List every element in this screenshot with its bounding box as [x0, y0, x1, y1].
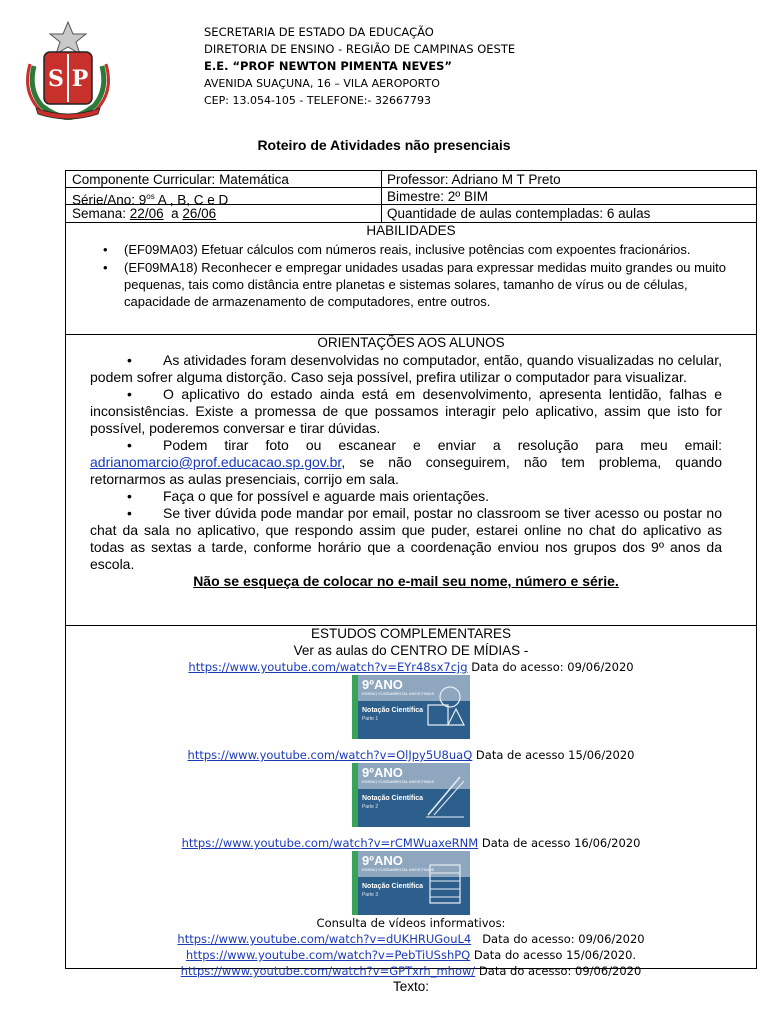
- seal-letter-p: P: [71, 66, 89, 92]
- video-link[interactable]: https://www.youtube.com/watch?v=EYr48sx7cjg: [188, 660, 468, 674]
- activities-table: [65, 170, 757, 994]
- thumb-title: Notação Científica: [362, 883, 424, 890]
- thumb-subtitle: ENSINO FUNDAMENTAL ANOS FINAIS: [362, 779, 435, 784]
- orientacao-item: [90, 437, 722, 488]
- habilidade-text: (EF09MA18) Reconhecer e empregar unidades usadas para expressar medidas muito grandes ou muito pequenas, tais como distância entre planetas e sistemas solares, tamanho de vírus ou de células, capacidade de armazenamento de computadores, entre outros.: [124, 260, 726, 309]
- video-link[interactable]: https://www.youtube.com/watch?v=OlJpy5U8uaQ: [187, 748, 473, 762]
- document-header: [0, 0, 768, 125]
- orientacao-text: Faça o que for possível e aguarde mais orientações.: [163, 488, 490, 504]
- info-video-link[interactable]: https://www.youtube.com/watch?v=PebTiUSshPQ: [185, 948, 471, 962]
- geometry-shapes-icon: [420, 683, 466, 733]
- thumb-title: Notação Científica: [362, 795, 424, 802]
- info-link-row: [66, 963, 756, 979]
- video-link-row: [66, 835, 756, 851]
- access-date: Data do acesso: 09/06/2020: [467, 660, 634, 674]
- document-title: Roteiro de Atividades não presenciais: [257, 137, 511, 153]
- thumb-subtitle: ENSINO FUNDAMENTAL ANOS FINAIS: [362, 867, 435, 872]
- professor: Professor: Adriano M T Preto: [387, 172, 561, 187]
- orientacao-item: [90, 505, 722, 573]
- semana-prefix: Semana:: [72, 206, 130, 221]
- thumb-part: Parte 1: [362, 716, 379, 722]
- bimestre: Bimestre: 2º BIM: [387, 189, 488, 204]
- quantidade-aulas: Quantidade de aulas contempladas: 6 aulas: [387, 206, 651, 221]
- info-video-link[interactable]: https://www.youtube.com/watch?v=GPTxrh_mhow/: [180, 964, 476, 978]
- header-secretaria: SECRETARIA DE ESTADO DA EDUCAÇÃO: [204, 25, 434, 39]
- header-school-name: E.E. “PROF NEWTON PIMENTA NEVES”: [204, 59, 452, 73]
- componente-curricular: Componente Curricular: Matemática: [72, 172, 289, 187]
- orientacoes-list: [90, 352, 722, 590]
- info-video-link[interactable]: https://www.youtube.com/watch?v=dUKHRUGouL4: [177, 932, 472, 946]
- orientacao-text: As atividades foram desenvolvidas no computador, então, quando visualizadas no celular, podem sofrer alguma distorção. Caso seja possível, prefira utilizar o computador para visualizar.: [90, 352, 722, 385]
- habilidade-text: (EF09MA03) Efetuar cálculos com números reais, inclusive potências com expoentes fracionários.: [124, 242, 691, 257]
- habilidade-item: [66, 259, 756, 310]
- bullet-icon: •: [127, 437, 132, 453]
- serie-prefix: Série/Ano: 9: [72, 192, 147, 208]
- thumb-year: 9ºANO: [362, 677, 403, 692]
- thumb-subtitle: ENSINO FUNDAMENTAL ANOS FINAIS: [362, 691, 435, 696]
- orientacao-text: Podem tirar foto ou escanear e enviar a resolução para meu email:: [163, 437, 722, 453]
- semana-separator: a: [163, 206, 183, 221]
- orientacao-text: Se tiver dúvida pode mandar por email, postar no classroom se tiver acesso ou postar no chat da sala no aplicativo, que respondo assim que puder, estarei online no chat do aplicativo as todas as sextas a tarde, conforme horário que a coordenação enviou nos grupos dos 9º anos da escola.: [90, 505, 722, 572]
- thumb-year: 9ºANO: [362, 765, 403, 780]
- orientacao-item: [90, 352, 722, 386]
- habilidades-list: [66, 241, 756, 310]
- semana-end-date: 26/06: [182, 206, 217, 221]
- header-diretoria: DIRETORIA DE ENSINO - REGIÃO DE CAMPINAS OESTE: [204, 42, 516, 56]
- habilidade-item: [66, 241, 756, 258]
- blinds-icon: [420, 859, 466, 909]
- access-date: Data do acesso: 09/06/2020: [471, 932, 645, 946]
- video-thumbnail[interactable]: [352, 675, 470, 739]
- estudos-intro: Ver as aulas do CENTRO DE MÍDIAS -: [293, 643, 529, 658]
- info-link-row: [66, 931, 756, 947]
- info-link-row: [66, 947, 756, 963]
- bullet-icon: •: [127, 488, 132, 504]
- table-column-divider: [381, 171, 382, 222]
- email-warning: Não se esqueça de colocar no e-mail seu nome, número e série.: [193, 573, 619, 589]
- orientacao-item: [90, 488, 722, 505]
- serie-classes: A , B, C e D: [154, 192, 229, 208]
- orientacao-text: O aplicativo do estado ainda está em desenvolvimento, apresenta lentidão, falhas e inconsistências. Existe a promessa de que possamos interagir pelo aplicativo, assim que isto for possível, poderemos conversar e tirar dúvidas.: [90, 386, 722, 436]
- texto-label: Texto:: [392, 979, 430, 994]
- orientacao-item: [90, 386, 722, 437]
- semana-start-date: 22/06: [129, 206, 164, 221]
- bullet-icon: •: [127, 386, 132, 402]
- bullet-icon: •: [103, 242, 108, 257]
- sao-paulo-seal-icon: [20, 20, 116, 120]
- bullet-icon: •: [127, 352, 132, 368]
- video-link-row: [66, 659, 756, 675]
- thumb-part: Parte 3: [362, 892, 379, 898]
- serie-superscript: os: [146, 192, 155, 201]
- thumb-title: Notação Científica: [362, 707, 424, 714]
- access-date: Data do acesso 15/06/2020.: [470, 948, 637, 962]
- estudos-section: [66, 626, 756, 995]
- seal-letter-s: S: [48, 66, 64, 92]
- ruler-icon: [420, 771, 466, 821]
- access-date: Data de acesso 15/06/2020: [472, 748, 635, 762]
- header-address: AVENIDA SUAÇUNA, 16 – VILA AEROPORTO: [204, 77, 440, 90]
- bullet-icon: •: [127, 505, 132, 521]
- header-cep-phone: CEP: 13.054-105 - TELEFONE:- 32667793: [204, 94, 431, 107]
- habilidades-heading: HABILIDADES: [366, 223, 456, 238]
- video-thumbnail[interactable]: [352, 851, 470, 915]
- orientacoes-heading: ORIENTAÇÕES AOS ALUNOS: [317, 335, 505, 350]
- consulta-label: Consulta de vídeos informativos:: [316, 916, 506, 930]
- thumb-part: Parte 2: [362, 804, 379, 810]
- bullet-icon: •: [103, 260, 108, 275]
- video-link-row: [66, 747, 756, 763]
- estudos-heading: ESTUDOS COMPLEMENTARES: [310, 626, 512, 641]
- access-date: Data do acesso: 09/06/2020: [475, 964, 642, 978]
- video-link[interactable]: https://www.youtube.com/watch?v=rCMWuaxeRNM: [181, 836, 479, 850]
- thumb-year: 9ºANO: [362, 853, 403, 868]
- access-date: Data de acesso 16/06/2020: [478, 836, 641, 850]
- semana: [72, 205, 216, 222]
- header-lines: [204, 24, 515, 109]
- video-thumbnail[interactable]: [352, 763, 470, 827]
- orientacao-text: , se não conseguirem, não tem problema, quando retornarmos as aulas presenciais, corrijo em sala.: [90, 454, 722, 487]
- teacher-email-link[interactable]: adrianomarcio@prof.educacao.sp.gov.br: [90, 454, 342, 470]
